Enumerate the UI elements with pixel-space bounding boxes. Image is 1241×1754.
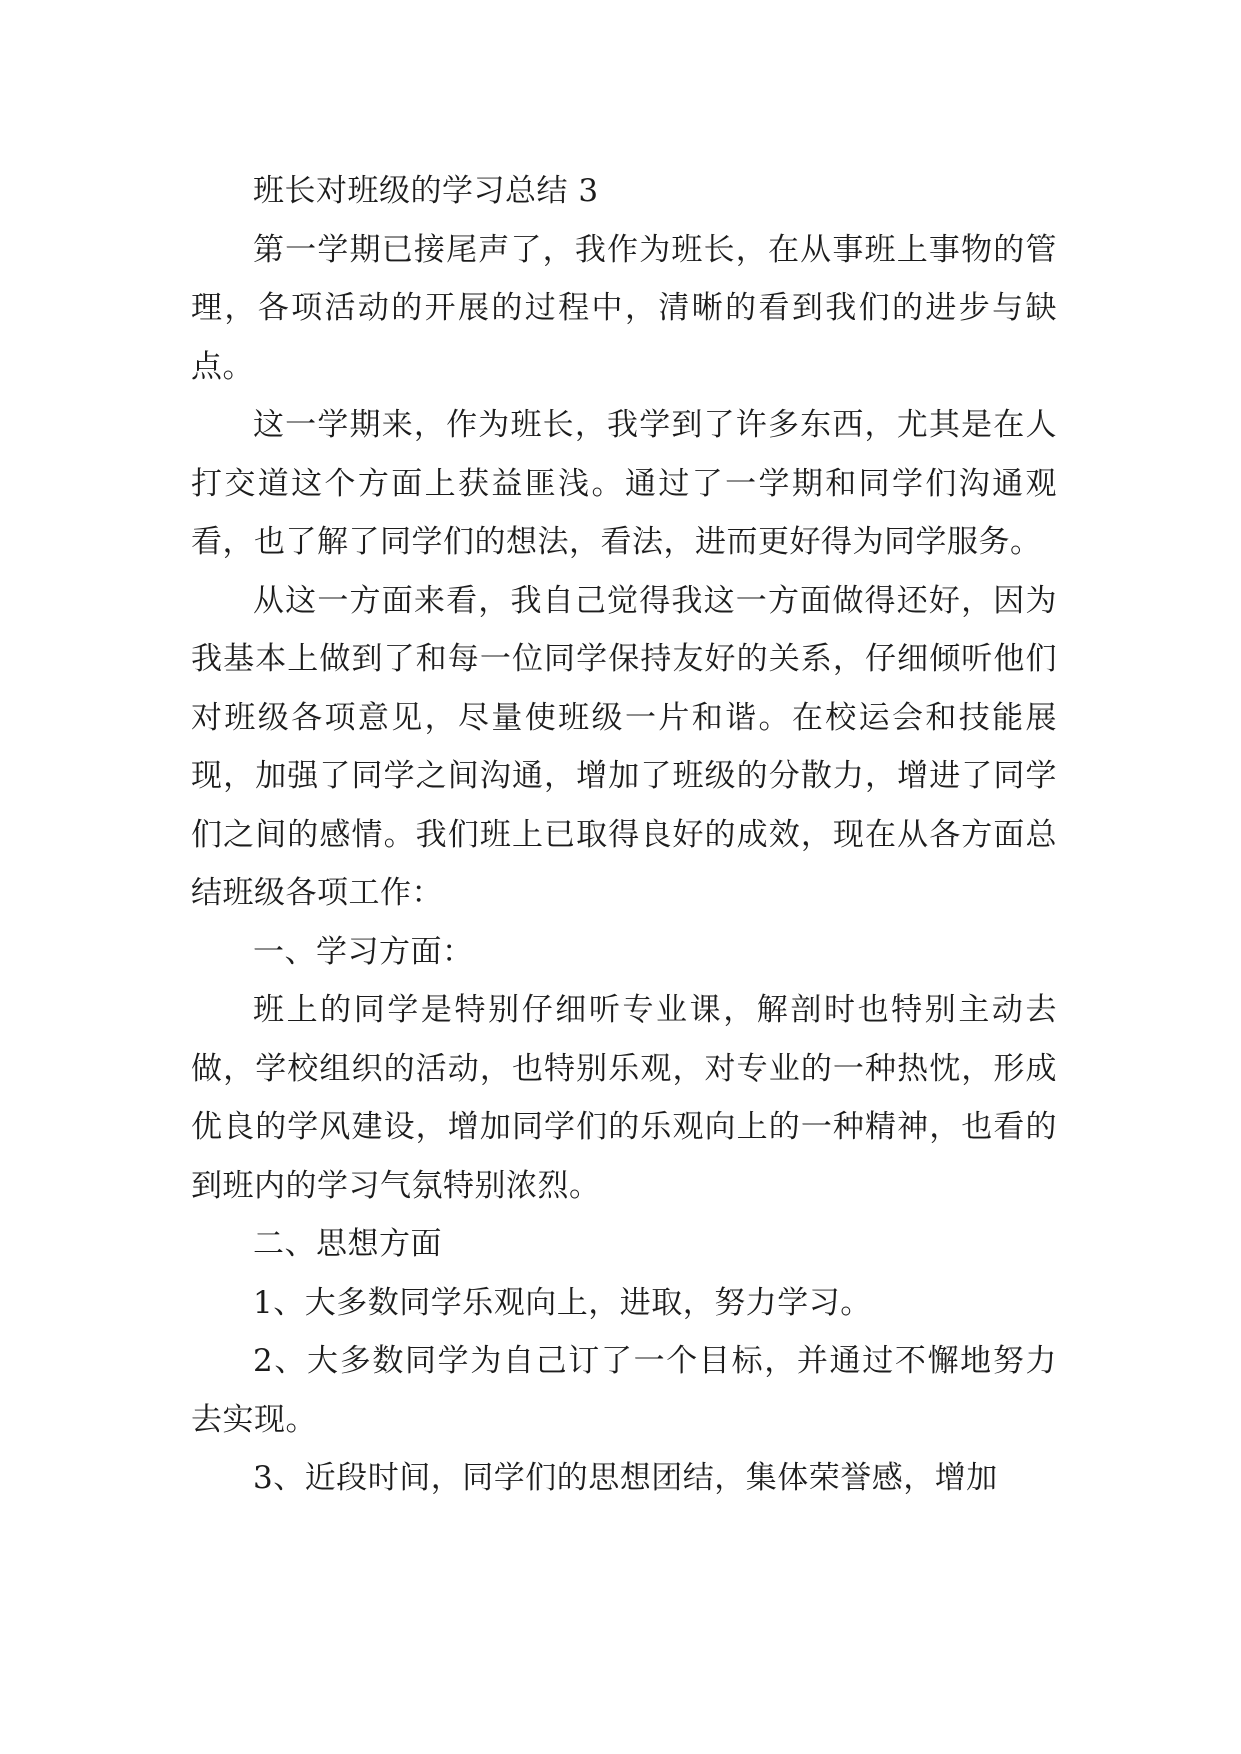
paragraph-learned: 这一学期来，作为班长，我学到了许多东西，尤其是在人打交道这个方面上获益匪浅。通过了一学期和同学们沟通观看，也了解了同学们的想法，看法，进而更好得为同学服务。 [191, 407, 1057, 560]
list-item-2: 2、大多数同学为自己订了一个目标，并通过不懈地努力去实现。 [191, 1343, 1057, 1438]
paragraph-relations: 从这一方面来看，我自己觉得我这一方面做得还好，因为我基本上做到了和每一位同学保持友好的关系，仔细倾听他们对班级各项意见，尽量使班级一片和谐。在校运会和技能展现，加强了同学之间沟通，增加了班级的分散力，增进了同学们之间的感情。我们班上已取得良好的成效，现在从各方面总结班级各项工作： [191, 582, 1057, 911]
document-title: 班长对班级的学习总结 3 [253, 173, 599, 209]
list-item-3: 3、近段时间，同学们的思想团结，集体荣誉感，增加 [253, 1460, 998, 1496]
paragraph-intro: 第一学期已接尾声了，我作为班长，在从事班上事物的管理，各项活动的开展的过程中，清晰的看到我们的进步与缺点。 [191, 231, 1057, 385]
section-heading-study: 一、学习方面： [253, 933, 474, 970]
list-item-1: 1、大多数同学乐观向上，进取，努力学习。 [253, 1284, 872, 1321]
section-heading-thought: 二、思想方面 [253, 1226, 442, 1262]
paragraph-study: 班上的同学是特别仔细听专业课，解剖时也特别主动去做，学校组织的活动，也特别乐观，对专业的一种热忱，形成优良的学风建设，增加同学们的乐观向上的一种精神，也看的到班内的学习气氛特别浓烈。 [191, 992, 1057, 1204]
document-body [191, 162, 1057, 1508]
